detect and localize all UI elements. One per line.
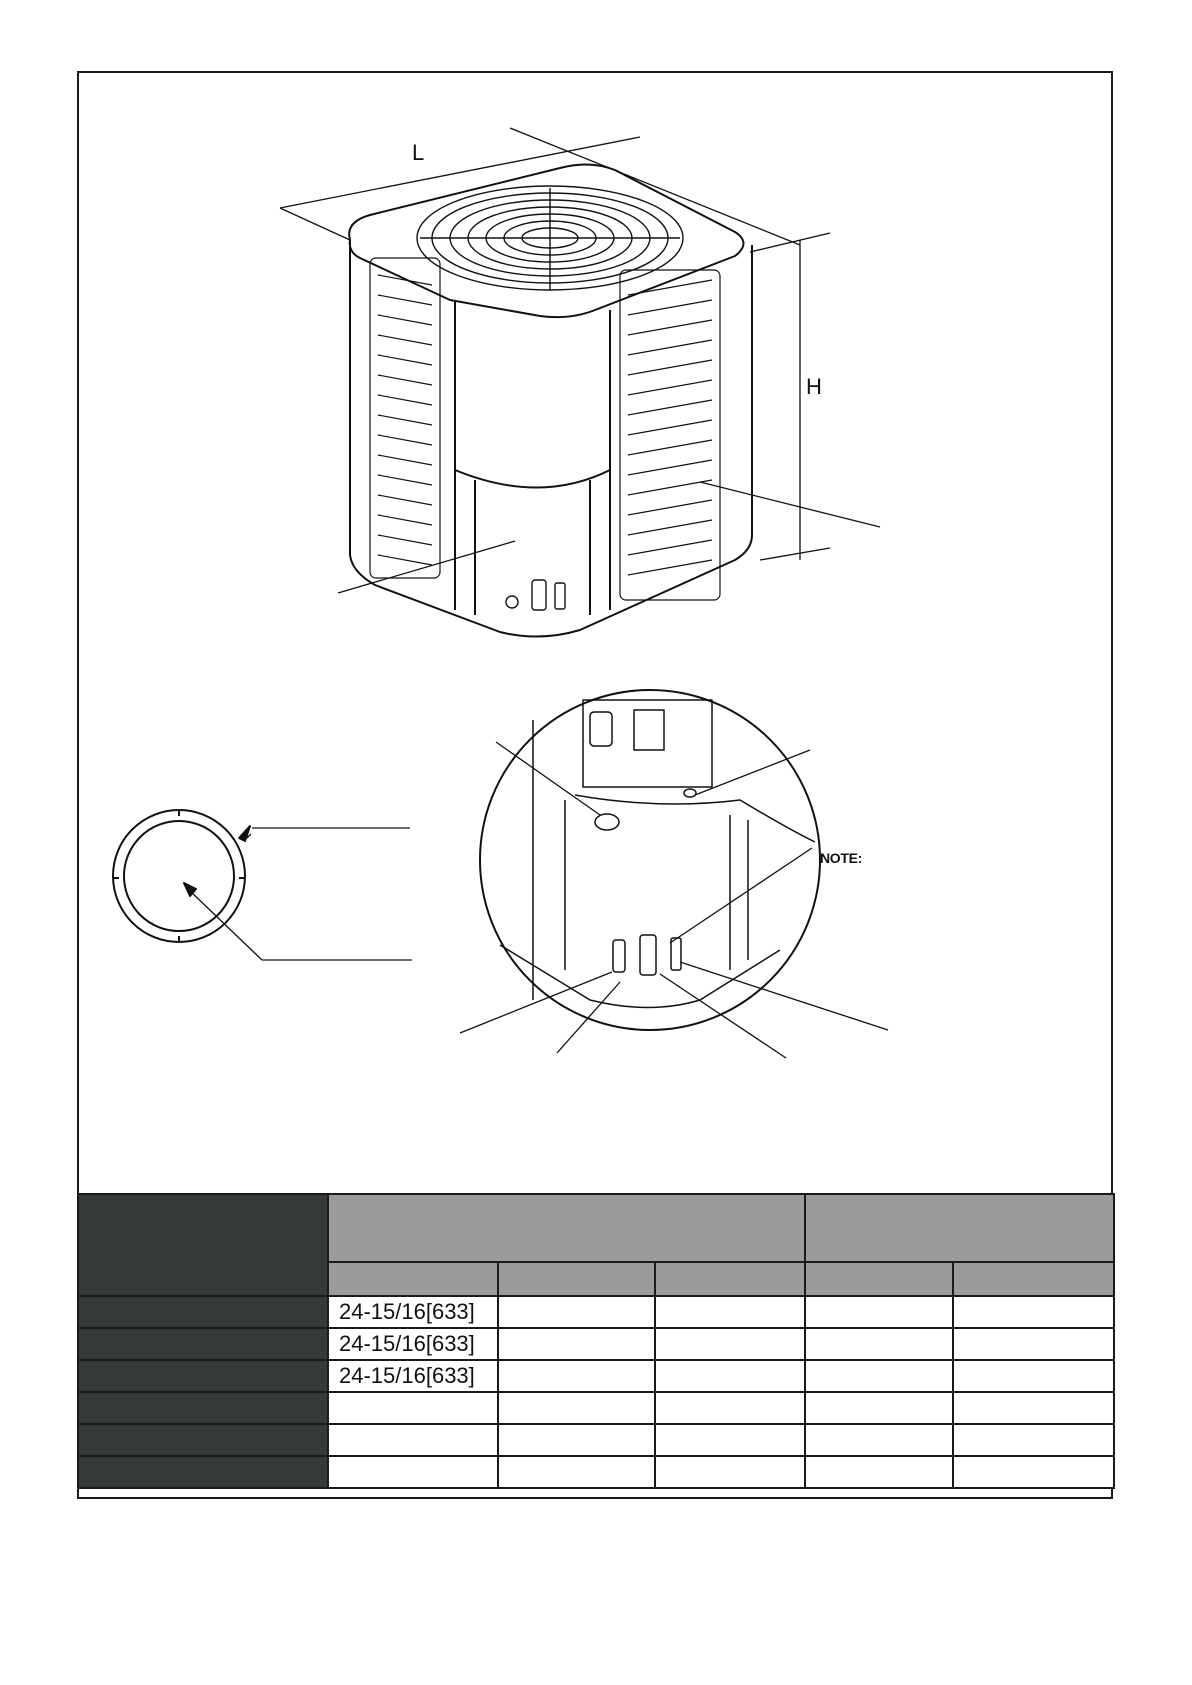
table-cell <box>655 1296 805 1328</box>
table-cell: 24-15/16[633] <box>328 1296 498 1328</box>
table-cell <box>805 1328 953 1360</box>
table-cell <box>655 1328 805 1360</box>
header-col-2 <box>498 1262 655 1296</box>
table-cell <box>953 1392 1114 1424</box>
dimension-height-label: H <box>806 374 822 399</box>
row-head-cell <box>78 1296 328 1328</box>
table-cell <box>805 1392 953 1424</box>
table-cell <box>328 1456 498 1488</box>
table-cell: 24-15/16[633] <box>328 1360 498 1392</box>
header-model-cell <box>78 1194 328 1296</box>
table-cell: 24-15/16[633] <box>328 1328 498 1360</box>
dimensions-table <box>77 1193 1115 1489</box>
table-cell <box>953 1360 1114 1392</box>
row-head-cell <box>78 1328 328 1360</box>
header-col-4 <box>805 1262 953 1296</box>
row-head-cell <box>78 1360 328 1392</box>
row-head-cell <box>78 1456 328 1488</box>
left-grille <box>370 258 440 578</box>
table-cell <box>498 1296 655 1328</box>
table-row <box>78 1360 1114 1392</box>
header-group-connections <box>805 1194 1114 1262</box>
length-dimension-lines <box>280 128 830 252</box>
table-row <box>78 1296 1114 1328</box>
table-cell <box>498 1456 655 1488</box>
service-valves <box>506 580 565 610</box>
row-head-cell <box>78 1424 328 1456</box>
table-cell <box>805 1424 953 1456</box>
header-col-3 <box>655 1262 805 1296</box>
header-group-dimensions <box>328 1194 805 1262</box>
row-head-cell <box>78 1392 328 1424</box>
table-row <box>78 1328 1114 1360</box>
note-label: NOTE: <box>820 850 863 866</box>
dimension-length-label: L <box>412 140 425 165</box>
table-header-row-1 <box>78 1194 1114 1262</box>
table-row <box>78 1392 1114 1424</box>
table-cell <box>498 1328 655 1360</box>
table-cell <box>655 1392 805 1424</box>
table-cell <box>655 1424 805 1456</box>
table-cell <box>805 1296 953 1328</box>
table-cell <box>498 1360 655 1392</box>
table-cell <box>328 1392 498 1424</box>
right-grille <box>620 270 720 600</box>
header-col-5 <box>953 1262 1114 1296</box>
unit-body <box>350 240 752 637</box>
table-cell <box>655 1456 805 1488</box>
unit-top-panel <box>349 164 743 317</box>
table-row <box>78 1456 1114 1488</box>
table-cell <box>953 1424 1114 1456</box>
table-cell <box>498 1392 655 1424</box>
table-cell <box>655 1360 805 1392</box>
table-cell <box>328 1424 498 1456</box>
table-cell <box>805 1456 953 1488</box>
table-cell <box>953 1456 1114 1488</box>
header-col-1 <box>328 1262 498 1296</box>
detail-leader-lines <box>460 742 888 1058</box>
table-cell <box>953 1296 1114 1328</box>
table-cell <box>498 1424 655 1456</box>
table-cell <box>805 1360 953 1392</box>
fan-guard <box>417 186 683 290</box>
table-row <box>78 1424 1114 1456</box>
fitting-ring-detail <box>113 810 412 960</box>
table-cell <box>953 1328 1114 1360</box>
magnified-detail <box>480 690 820 1030</box>
